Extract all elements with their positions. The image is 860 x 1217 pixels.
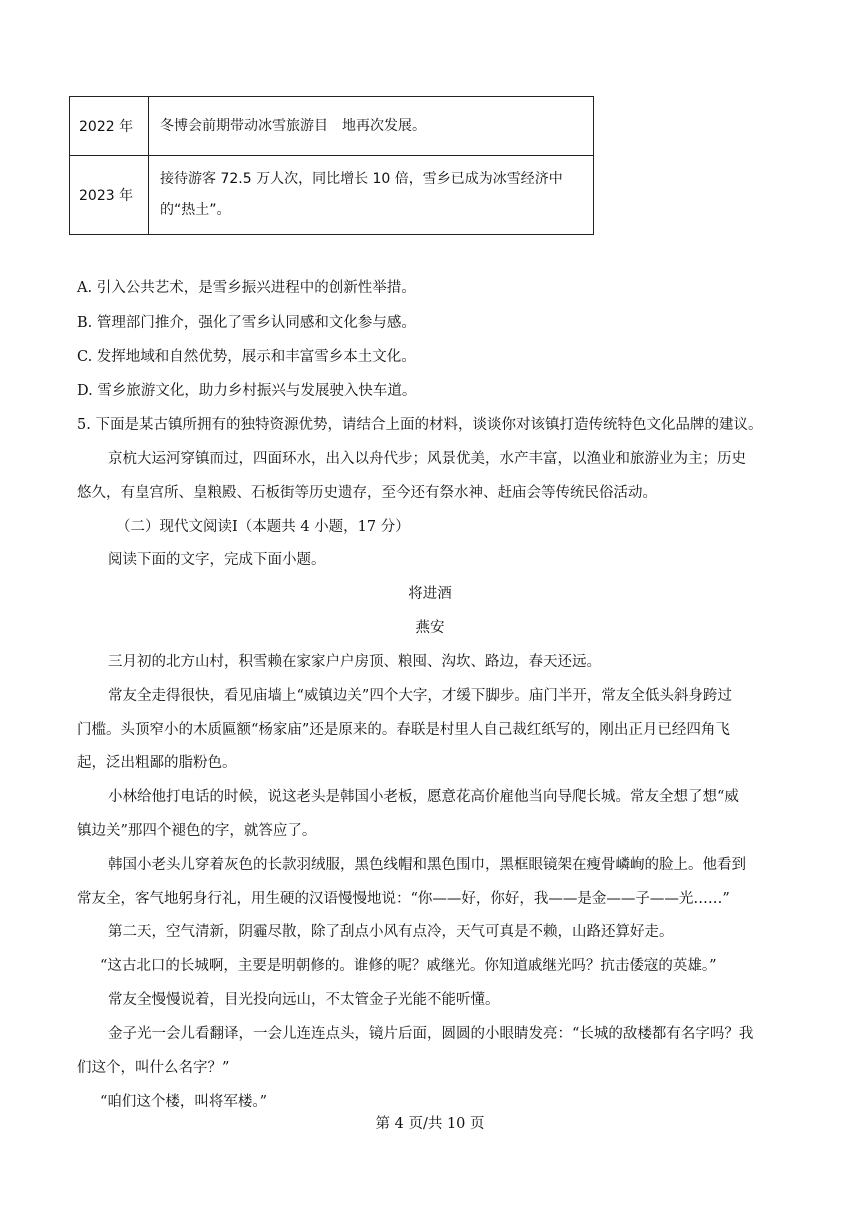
- story-line: 韩国小老头儿穿着灰色的长款羽绒服，黑色线帽和黑色围巾，黑框眼镜架在瘦骨嶙峋的脸上。他看到: [108, 857, 746, 873]
- story-line: 门槛。头顶窄小的木质匾额“杨家庙”还是原来的。春联是村里人自己裁红纸写的，刚出正月已经四角飞: [77, 722, 730, 738]
- story-line: 常友全，客气地躬身行礼，用生硬的汉语慢慢地说：“你——好，你好，我——是金——子——光……”: [77, 891, 730, 907]
- story-line: 常友全慢慢说着，目光投向远山，不太管金子光能不能听懂。: [108, 992, 500, 1008]
- story-author: 燕安: [415, 620, 445, 636]
- page-footer: 第 4 页/共 10 页: [375, 1116, 485, 1132]
- question-5-material: 京杭大运河穿镇而过，四面环水，出入以舟代步；风景优美，水产丰富，以渔业和旅游业为主；历史: [108, 451, 746, 467]
- story-title: 将进酒: [408, 586, 452, 602]
- table-cell-year: 2022 年: [70, 97, 149, 156]
- story-line: 金子光一会儿看翻译，一会儿连连点头，镜片后面，圆圆的小眼睛发亮：“长城的敌楼都有名字吗？我: [108, 1026, 754, 1042]
- table-row: [70, 97, 594, 156]
- option-a: A. 引入公共艺术，是雪乡振兴进程中的创新性举措。: [77, 280, 416, 296]
- story-line: 们这个，叫什么名字？”: [77, 1060, 230, 1076]
- development-table: [69, 96, 594, 235]
- description-line: 冬博会前期带动冰雪旅游目 地再次发展。: [160, 117, 426, 134]
- story-line: 第二天，空气清新，阴霾尽散，除了刮点小风有点冷，天气可真是不赖，山路还算好走。: [108, 924, 674, 940]
- option-b: B. 管理部门推介，强化了雪乡认同感和文化参与感。: [77, 315, 416, 331]
- table-row: [70, 156, 594, 235]
- story-line: 三月初的北方山村，积雪赖在家家户户房顶、粮囤、沟坎、路边，春天还远。: [108, 654, 601, 670]
- story-line: “咱们这个楼，叫将军楼。”: [100, 1094, 268, 1110]
- table-cell-description: [149, 97, 594, 156]
- reading-instruction: 阅读下面的文字，完成下面小题。: [108, 552, 326, 568]
- story-line: 起，泛出粗鄙的脂粉色。: [77, 755, 237, 771]
- section-heading: （二）现代文阅读Ⅰ（本题共 4 小题，17 分）: [116, 519, 410, 535]
- table-cell-description: [149, 156, 594, 235]
- question-5-material: 悠久，有皇宫所、皇粮殿、石板街等历史遗存，至今还有祭水神、赶庙会等传统民俗活动。: [77, 485, 657, 501]
- question-5-stem: 5. 下面是某古镇所拥有的独特资源优势，请结合上面的材料，谈谈你对该镇打造传统特色文化品牌的建议。: [77, 417, 763, 433]
- description-line: 接待游客 72.5 万人次，同比增长 10 倍，雪乡已成为冰雪经济中: [160, 171, 563, 187]
- story-line: 镇边关”那四个褪色的字，就答应了。: [77, 823, 317, 839]
- table-cell-year: 2023 年: [70, 156, 149, 235]
- story-line: 常友全走得很快，看见庙墙上“威镇边关”四个大字，才缓下脚步。庙门半开，常友全低头斜身跨过: [108, 688, 732, 704]
- story-line: “这古北口的长城啊，主要是明朝修的。谁修的呢？戚继光。你知道戚继光吗？抗击倭寇的英雄。”: [100, 958, 717, 974]
- story-line: 小林给他打电话的时候，说这老头是韩国小老板，愿意花高价雇他当向导爬长城。常友全想了想“威: [108, 789, 739, 805]
- option-c: C. 发挥地域和自然优势，展示和丰富雪乡本土文化。: [77, 349, 416, 365]
- option-d: D. 雪乡旅游文化，助力乡村振兴与发展驶入快车道。: [77, 383, 417, 399]
- description-line: 的“热土”。: [160, 202, 231, 218]
